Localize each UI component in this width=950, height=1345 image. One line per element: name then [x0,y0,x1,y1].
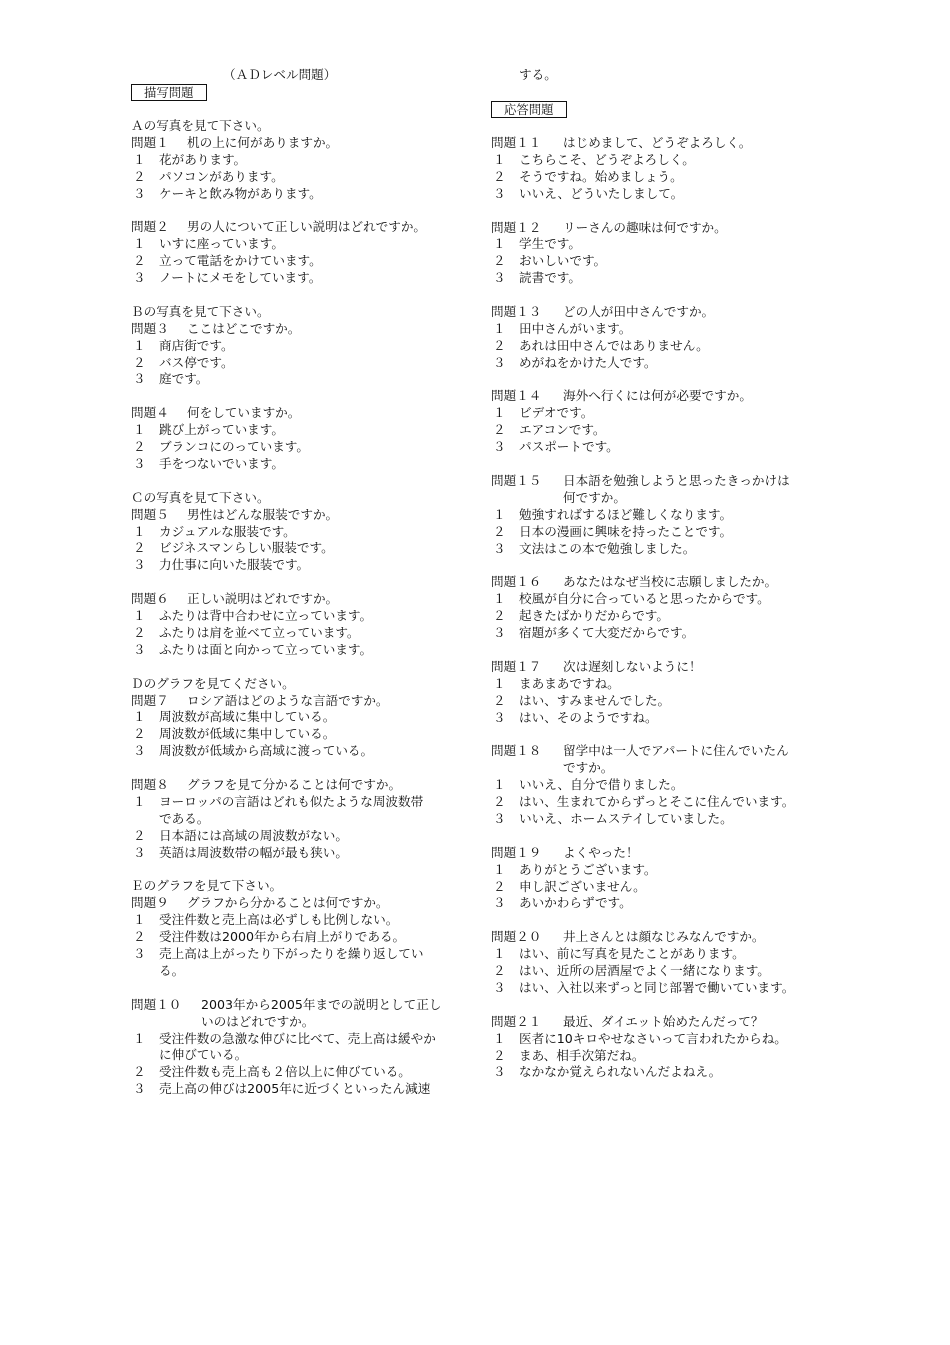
question-number: 問題１７ [491,659,542,674]
question-text: ロシア語はどのような言語ですか。 [187,693,389,708]
question-line [131,321,471,337]
answer-option-continued [131,963,471,979]
answer-option [491,895,831,911]
answer-option [131,1081,471,1097]
answer-option [491,777,831,793]
option-number: ２ [493,879,506,894]
question-number: 問題７ [131,693,169,708]
instruction-line: Ｅのグラフを見て下さい。 [131,878,283,893]
question-text: 最近、ダイエット始めたんだって？ [563,1014,764,1029]
option-text: 受注件数は2000年から右肩上がりである。 [159,929,406,944]
option-text: はい、そのようですね。 [519,710,658,725]
question-number: 問題１８ [491,743,542,758]
option-text: 跳び上がっています。 [159,422,284,437]
option-number: １ [493,946,506,961]
option-number: ３ [493,186,506,201]
question-line [131,693,471,709]
option-number: ２ [493,524,506,539]
option-number: ３ [133,743,146,758]
option-text: エアコンです。 [519,422,606,437]
instruction-line: Ｃの写真を見て下さい。 [131,490,270,505]
option-text: 周波数が低域から高域に渡っている。 [159,743,374,758]
option-text: 勉強すればするほど難しくなります。 [519,507,733,522]
question-line [131,135,471,151]
option-text: 売上高は上がったり下がったりを繰り返してい [159,946,424,961]
answer-option [491,152,831,168]
question-text: 留学中は一人でアパートに住んでいたん [563,743,789,758]
option-text: 宿題が多くて大変だからです。 [519,625,695,640]
option-number: ３ [133,270,146,285]
question-text: 日本語を勉強しようと思ったきっかけは [563,473,790,488]
option-text: 学生です。 [519,236,581,251]
answer-option [491,625,831,641]
answer-option [131,439,471,455]
option-number: ２ [493,169,506,184]
answer-option [491,439,831,455]
option-text: 周波数が低域に集中している。 [159,726,336,741]
answer-option [491,541,831,557]
answer-option [491,980,831,996]
option-number: ３ [133,456,146,471]
question-line [131,895,471,911]
question-number: 問題８ [131,777,169,792]
option-text: カジュアルな服装です。 [159,524,296,539]
question-number: 問題１４ [491,388,542,403]
option-number: ２ [133,540,146,555]
answer-option-continued [131,1047,471,1063]
question-text: グラフから分かることは何ですか。 [187,895,389,910]
option-number: １ [493,405,506,420]
question-line [131,591,471,607]
question-number: 問題２０ [491,929,542,944]
option-number: ２ [133,1064,146,1079]
question-number: 問題４ [131,405,169,420]
option-number: ３ [133,845,146,860]
option-text: バス停です。 [159,355,234,370]
question-text: 机の上に何がありますか。 [187,135,339,150]
option-text: はい、近所の居酒屋でよく一緒になります。 [519,963,770,978]
option-number: ３ [493,541,506,556]
option-text: はい、入社以来ずっと同じ部署で働いています。 [519,980,795,995]
option-number: １ [493,676,506,691]
section-header-response: 応答問題 [491,101,567,118]
option-number: １ [493,507,506,522]
option-text: 商店街です。 [159,338,234,353]
answer-option [131,152,471,168]
question-text-continued [491,490,831,506]
question-text-continued [131,1014,471,1030]
question-line [131,997,471,1013]
question-number: 問題１３ [491,304,542,319]
answer-option [131,371,471,387]
question-line [131,777,471,793]
answer-option [491,169,831,185]
option-number: ２ [133,253,146,268]
answer-option [491,1064,831,1080]
option-text: 受注件数も売上高も２倍以上に伸びている。 [159,1064,411,1079]
option-text: 田中さんがいます。 [519,321,632,336]
option-text: おいしいです。 [519,253,607,268]
question-text: ですか。 [563,760,614,775]
answer-option [131,828,471,844]
answer-option [131,456,471,472]
question-line [131,507,471,523]
question-text: 男性はどんな服装ですか。 [187,507,339,522]
option-text: そうですね。始めましょう。 [519,169,683,184]
option-number: １ [493,152,506,167]
option-number: １ [493,321,506,336]
option-text: 医者に10キロやせなさいって言われたからね。 [519,1031,787,1046]
answer-option [491,1048,831,1064]
answer-option [131,794,471,810]
option-number: １ [133,524,146,539]
question-number: 問題５ [131,507,169,522]
option-number: １ [133,1031,146,1046]
question-number: 問題９ [131,895,169,910]
option-text: 力仕事に向いた服装です。 [159,557,310,572]
option-number: ３ [493,625,506,640]
question-line [491,135,831,151]
answer-option [491,608,831,624]
answer-option [491,236,831,252]
option-number: １ [133,608,146,623]
option-text: 売上高の伸びは2005年に近づくといったん減速 [159,1081,431,1096]
answer-option [491,355,831,371]
option-text: ヨーロッパの言語はどれも似たような周波数帯 [159,794,424,809]
option-text: パソコンがあります。 [159,169,284,184]
answer-option [491,693,831,709]
option-text: 文法はこの本で勉強しました。 [519,541,696,556]
option-text: ビジネスマンらしい服装です。 [159,540,334,555]
option-text: 日本語には高域の周波数がない。 [159,828,348,843]
answer-option-continued [131,811,471,827]
continuation-line: する。 [519,67,557,82]
answer-option [131,608,471,624]
option-text: る。 [159,963,185,978]
option-text: 庭です。 [159,371,209,386]
option-number: １ [133,709,146,724]
option-text: 受注件数と売上高は必ずしも比例しない。 [159,912,399,927]
answer-option [491,405,831,421]
answer-option [131,186,471,202]
option-text: ノートにメモをしています。 [159,270,322,285]
answer-option [131,625,471,641]
question-text-continued [491,760,831,776]
question-number: 問題１５ [491,473,542,488]
question-text: ここはどこですか。 [187,321,301,336]
option-number: ３ [493,710,506,725]
answer-option [131,338,471,354]
answer-option [491,338,831,354]
question-number: 問題１６ [491,574,542,589]
option-number: ３ [133,186,146,201]
option-number: １ [493,1031,506,1046]
option-text: いいえ、どういたしまして。 [519,186,684,201]
option-text: 受注件数の急激な伸びに比べて、売上高は緩やか [159,1031,436,1046]
answer-option [131,253,471,269]
answer-option [131,355,471,371]
question-number: 問題３ [131,321,169,336]
option-number: ２ [133,355,146,370]
question-line [491,388,831,404]
option-text: なかなか覚えられないんだよねえ。 [519,1064,722,1079]
question-text: 次は遅刻しないように！ [563,659,702,674]
option-number: ３ [493,439,506,454]
option-number: １ [133,338,146,353]
question-text: 井上さんとは顔なじみなんですか。 [563,929,765,944]
question-text: あなたはなぜ当校に志願しましたか。 [563,574,778,589]
option-number: １ [493,777,506,792]
option-number: ２ [493,963,506,978]
option-text: ふたりは面と向かって立っています。 [159,642,373,657]
option-text: いいえ、自分で借りました。 [519,777,684,792]
option-number: ３ [493,355,506,370]
answer-option [131,726,471,742]
answer-option [491,422,831,438]
option-text: めがねをかけた人です。 [519,355,657,370]
question-line [131,405,471,421]
question-text: グラフを見て分かることは何ですか。 [187,777,402,792]
option-text: はい、生まれてからずっとそこに住んでいます。 [519,794,795,809]
answer-option [491,321,831,337]
option-number: ３ [493,270,506,285]
option-text: ビデオです。 [519,405,594,420]
question-text: リーさんの趣味は何ですか。 [563,220,727,235]
option-number: １ [133,422,146,437]
answer-option [131,946,471,962]
answer-option [491,862,831,878]
option-number: ２ [493,1048,506,1063]
option-text: こちらこそ、どうぞよろしく。 [519,152,695,167]
option-number: １ [133,912,146,927]
option-text: 校風が自分に合っていると思ったからです。 [519,591,770,606]
question-number: 問題１９ [491,845,542,860]
option-number: １ [493,591,506,606]
answer-option [491,524,831,540]
answer-option [491,963,831,979]
answer-option [131,557,471,573]
instruction-line: Ａの写真を見て下さい。 [131,118,270,133]
answer-option [131,845,471,861]
answer-option [491,794,831,810]
question-text: 海外へ行くには何が必要ですか。 [563,388,752,403]
answer-option [491,1031,831,1047]
question-line [491,743,831,759]
question-line [491,574,831,590]
option-text: 英語は周波数帯の幅が最も狭い。 [159,845,348,860]
answer-option [491,710,831,726]
option-number: ３ [133,557,146,572]
option-text: ケーキと飲み物があります。 [159,186,322,201]
option-text: パスポートです。 [519,439,619,454]
answer-option [131,422,471,438]
option-number: １ [493,236,506,251]
question-number: 問題１０ [131,997,182,1012]
option-number: ３ [133,946,146,961]
answer-option [491,879,831,895]
answer-option [131,524,471,540]
answer-option [131,912,471,928]
option-number: ２ [133,439,146,454]
option-text: 花があります。 [159,152,247,167]
option-number: ３ [133,1081,146,1096]
option-text: いすに座っています。 [159,236,284,251]
section-header-description: 描写問題 [131,84,207,101]
answer-option [131,929,471,945]
option-number: ２ [133,169,146,184]
option-number: ３ [493,895,506,910]
answer-option [491,946,831,962]
option-text: 読書です。 [519,270,581,285]
question-line [491,929,831,945]
option-number: ３ [493,811,506,826]
option-number: ２ [133,828,146,843]
answer-option [131,1064,471,1080]
option-number: ３ [133,371,146,386]
option-text: あいかわらずです。 [519,895,632,910]
option-text: ふたりは肩を並べて立っています。 [159,625,360,640]
option-text: 周波数が高域に集中している。 [159,709,336,724]
option-text: ふたりは背中合わせに立っています。 [159,608,373,623]
question-number: 問題１１ [491,135,542,150]
answer-option [491,811,831,827]
question-line [491,473,831,489]
option-text: はい、すみませんでした。 [519,693,671,708]
option-number: １ [493,862,506,877]
document-title: （ＡＤレベル問題） [223,67,337,82]
option-number: １ [133,152,146,167]
answer-option [131,236,471,252]
option-text: に伸びている。 [159,1047,248,1062]
option-number: １ [133,236,146,251]
question-text: どの人が田中さんですか。 [563,304,715,319]
question-number: 問題１２ [491,220,542,235]
answer-option [131,270,471,286]
question-text: 正しい説明はどれですか。 [187,591,339,606]
answer-option [491,186,831,202]
option-number: ２ [493,422,506,437]
option-text: ブランコにのっています。 [159,439,309,454]
answer-option [491,270,831,286]
option-text: いいえ、ホームステイしていました。 [519,811,733,826]
answer-option [491,253,831,269]
question-line [491,220,831,236]
question-line [131,219,471,235]
question-number: 問題１ [131,135,169,150]
answer-option [491,591,831,607]
answer-option [491,507,831,523]
option-text: まあまあですね。 [519,676,620,691]
question-text: よくやった！ [563,845,639,860]
option-number: ２ [133,726,146,741]
question-number: 問題２１ [491,1014,542,1029]
answer-option [491,676,831,692]
answer-option [131,540,471,556]
option-number: ３ [493,1064,506,1079]
question-number: 問題６ [131,591,169,606]
option-text: ありがとうございます。 [519,862,657,877]
answer-option [131,709,471,725]
option-number: ３ [493,980,506,995]
option-number: ２ [493,794,506,809]
option-number: ２ [493,338,506,353]
answer-option [131,169,471,185]
question-line [491,845,831,861]
option-text: 立って電話をかけています。 [159,253,322,268]
question-line [491,304,831,320]
option-number: ２ [493,608,506,623]
option-number: ２ [493,693,506,708]
answer-option [131,642,471,658]
option-text: 日本の漫画に興味を持ったことです。 [519,524,733,539]
question-text: 何をしていますか。 [187,405,301,420]
option-text: まあ、相手次第だね。 [519,1048,645,1063]
option-text: はい、前に写真を見たことがあります。 [519,946,745,961]
option-number: １ [133,794,146,809]
option-text: あれは田中さんではありません。 [519,338,709,353]
instruction-line: Ｂの写真を見て下さい。 [131,304,270,319]
question-number: 問題２ [131,219,169,234]
option-text: 手をつないでいます。 [159,456,284,471]
option-number: ３ [133,642,146,657]
option-number: ２ [133,625,146,640]
answer-option [131,1031,471,1047]
instruction-line: Ｄのグラフを見てください。 [131,676,295,691]
question-text: はじめまして、どうぞよろしく。 [563,135,752,150]
option-text: 起きたばかりだからです。 [519,608,669,623]
question-text: 男の人について正しい説明はどれですか。 [187,219,427,234]
answer-option [131,743,471,759]
question-line [491,1014,831,1030]
option-number: ２ [493,253,506,268]
question-text: いのはどれですか。 [201,1014,315,1029]
question-text: 2003年から2005年までの説明として正し [201,997,442,1012]
question-line [491,659,831,675]
option-text: 申し訳ございません。 [519,879,646,894]
option-number: ２ [133,929,146,944]
option-text: である。 [159,811,210,826]
question-text: 何ですか。 [563,490,626,505]
